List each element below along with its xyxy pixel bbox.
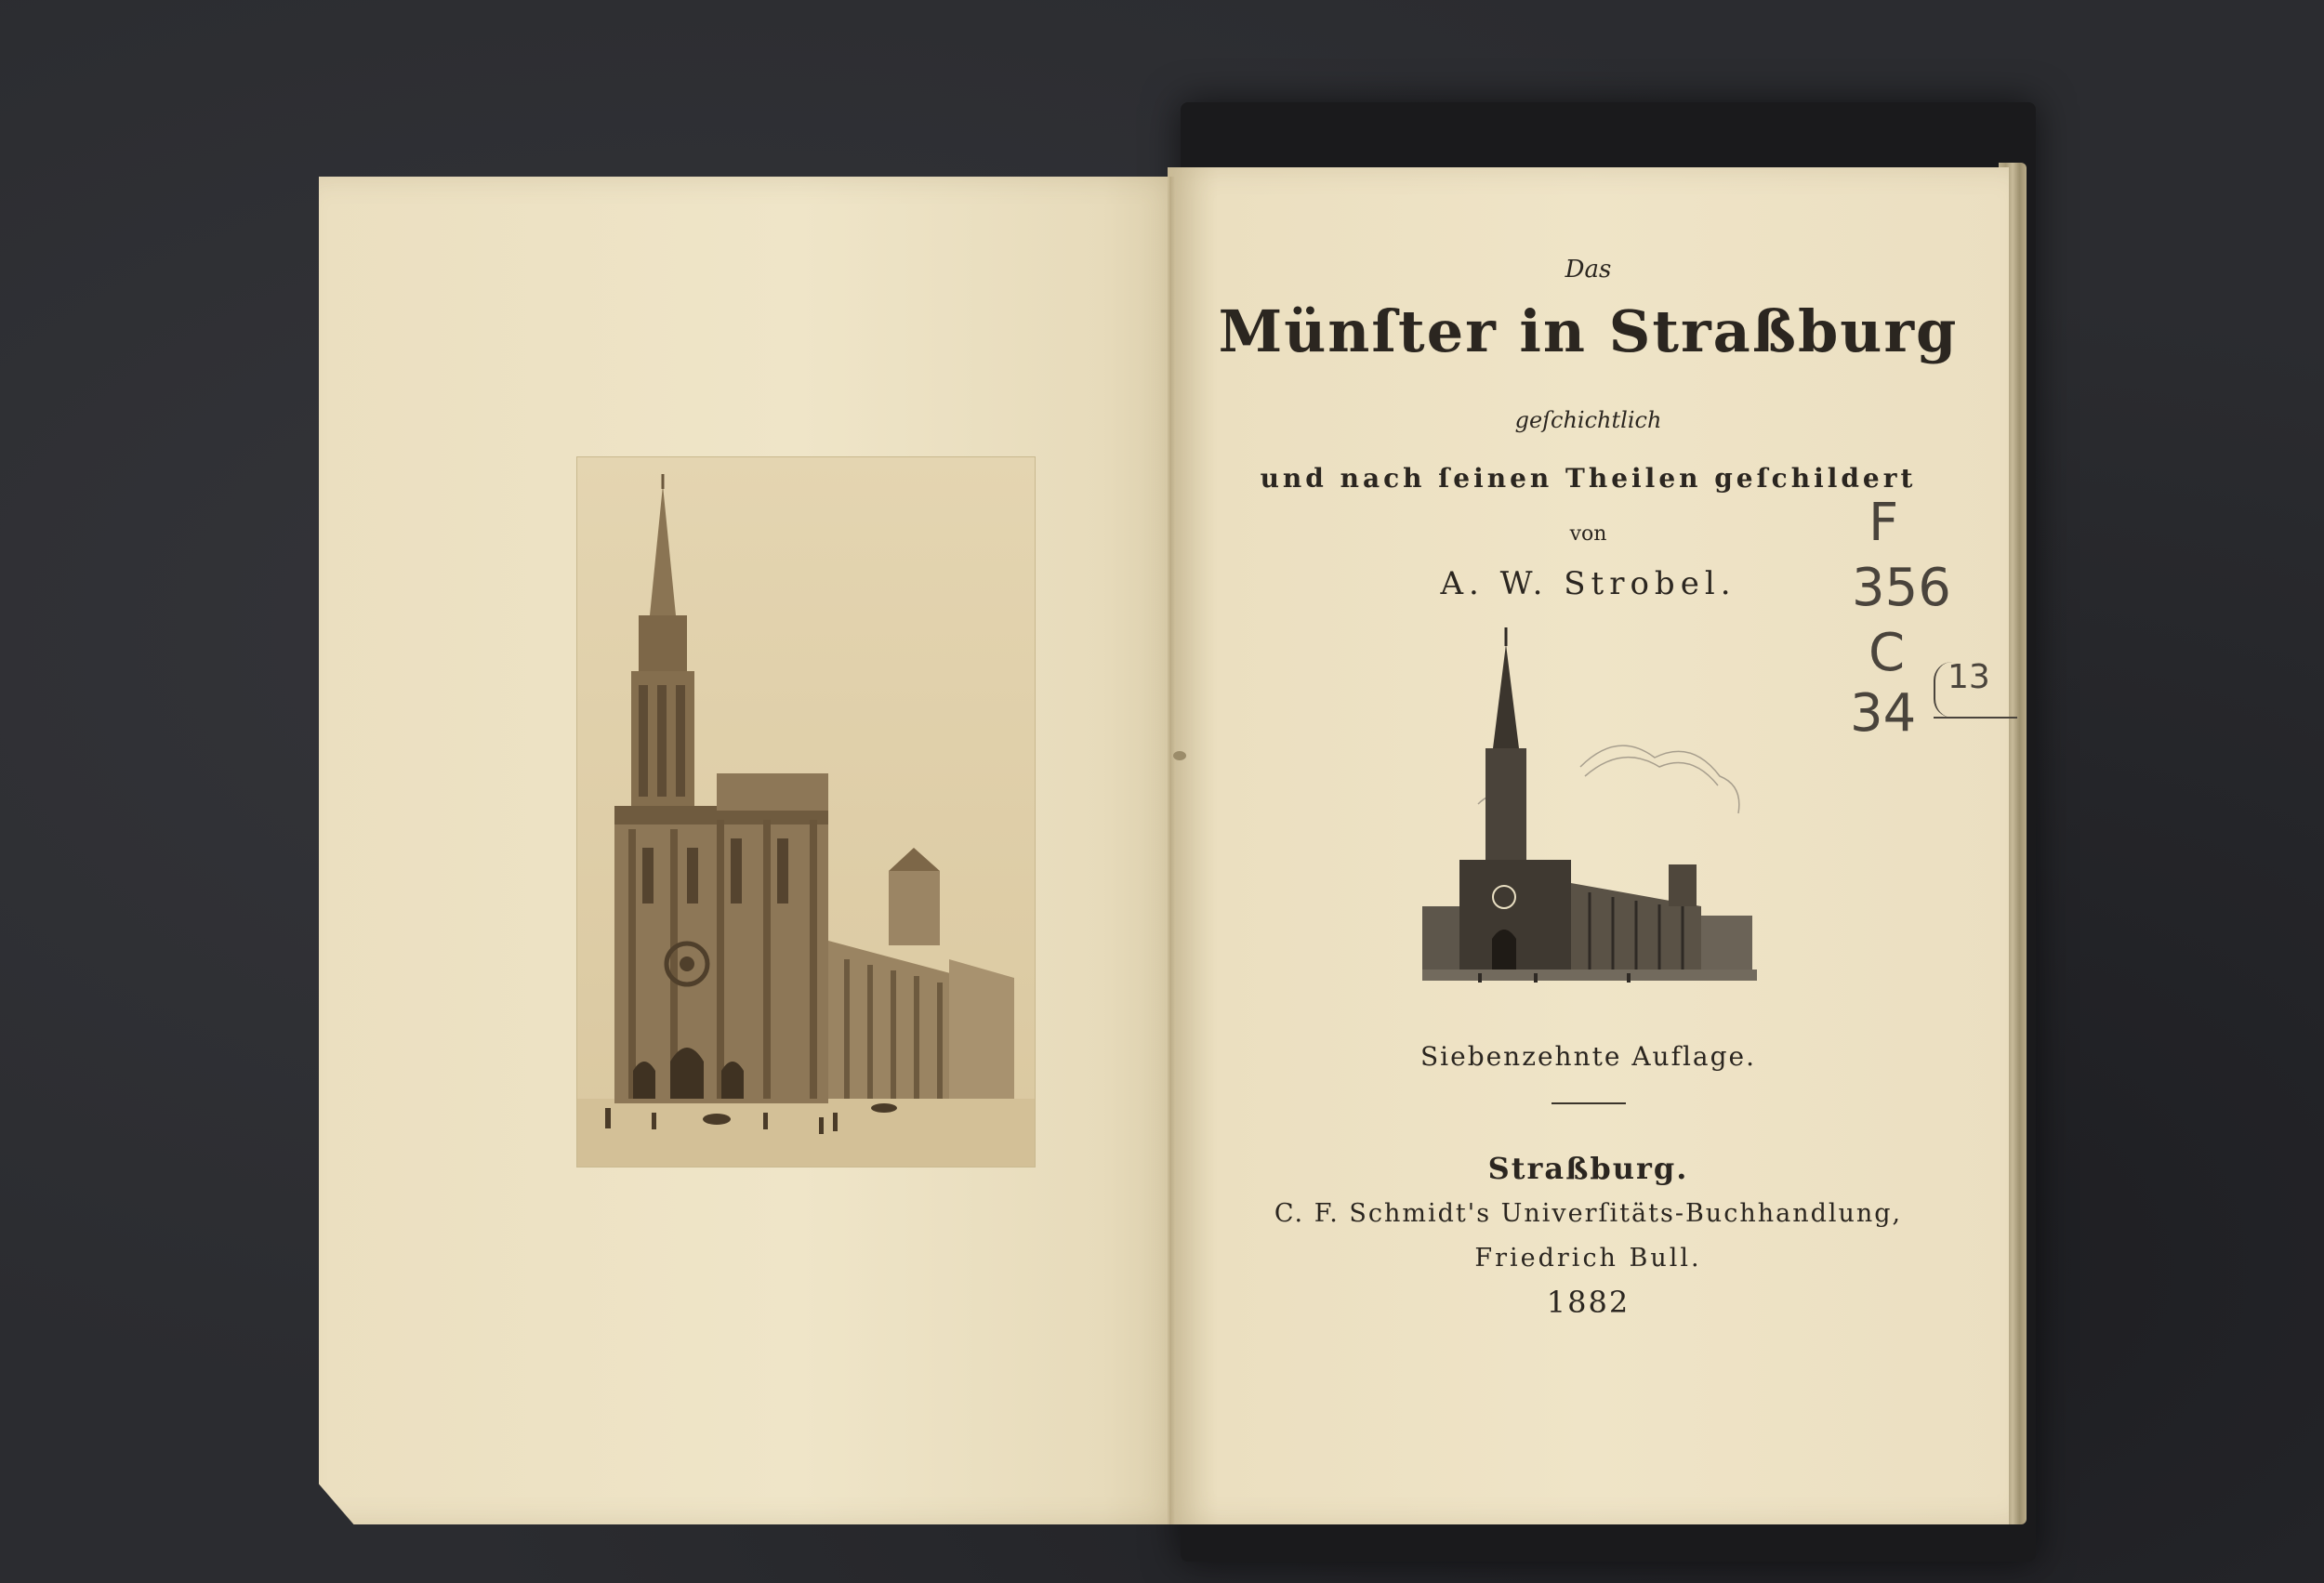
- title-von: von: [1569, 522, 1607, 546]
- shelfmark-underline: [1934, 717, 2017, 719]
- author-name: A. W. Strobel.: [1440, 565, 1736, 602]
- divider-rule: [1552, 1102, 1626, 1104]
- shelfmark-line-5: 13: [1948, 658, 1990, 696]
- subtitle: und nach ſeinen Theilen geſchildert: [1260, 463, 1917, 494]
- imprint-publisher: C. F. Schmidt's Univerſitäts-Buchhandlung,: [1274, 1199, 1903, 1228]
- imprint-publisher-name: Friedrich Bull.: [1474, 1244, 1702, 1273]
- imprint-city: Straßburg.: [1487, 1151, 1689, 1186]
- title-geschichtlich: geſchichtlich: [1514, 407, 1662, 433]
- frontispiece-plate: [577, 457, 1035, 1167]
- cathedral-engraving-image: [577, 457, 1035, 1167]
- shelfmark-line-4: 34: [1850, 683, 1917, 744]
- imprint-year: 1882: [1546, 1285, 1631, 1320]
- shelfmark-line-2: 356: [1852, 558, 1951, 618]
- title-vignette: [1422, 627, 1757, 995]
- edition-statement: Siebenzehnte Auflage.: [1419, 1041, 1756, 1072]
- shelfmark-line-3: C: [1868, 623, 1906, 683]
- shelfmark-arc: [1934, 662, 1958, 718]
- shelfmark-line-1: F: [1868, 493, 1899, 553]
- cathedral-vignette-image: [1422, 627, 1757, 995]
- pencil-shelfmark: [1841, 493, 2027, 744]
- title-das: Das: [1565, 256, 1612, 284]
- main-title: Münſter in Straßburg: [1218, 297, 1959, 365]
